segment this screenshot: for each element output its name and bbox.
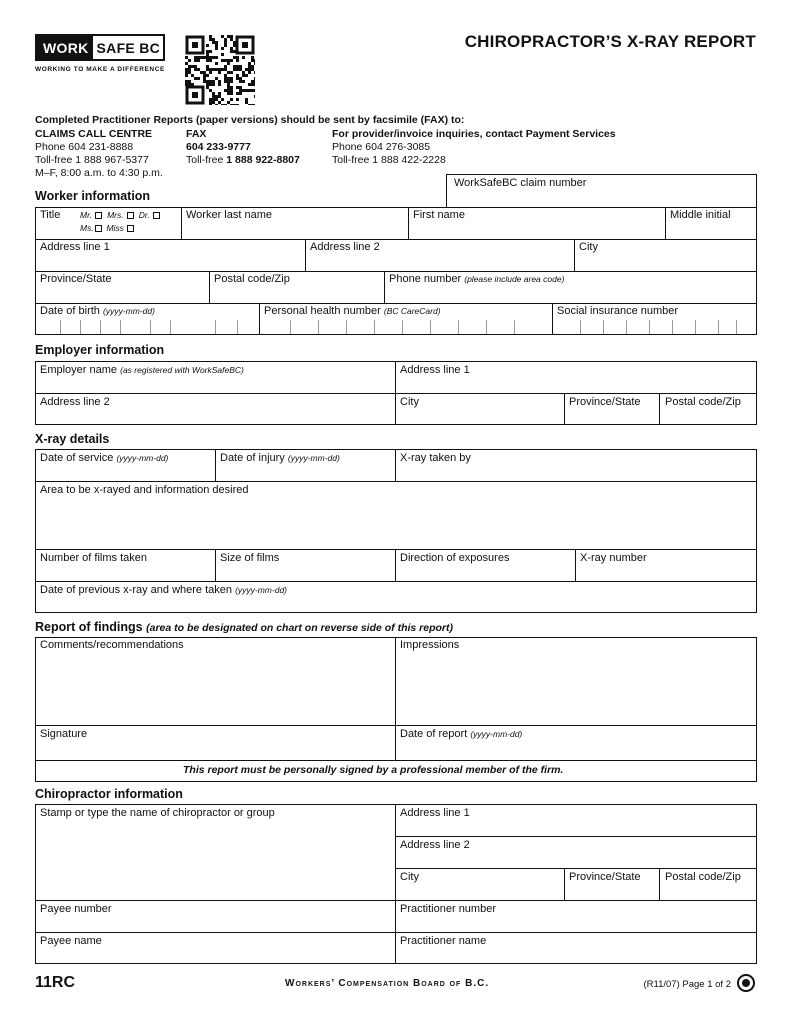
findings-title-text: Report of findings — [35, 620, 143, 634]
worker-phn-label — [264, 305, 441, 317]
title-dr-label: Dr. — [138, 210, 150, 220]
title-options-row1 — [80, 210, 160, 220]
payee-name-label: Payee name — [40, 935, 102, 947]
xray-number-label: X-ray number — [580, 552, 647, 564]
worker-address1-label: Address line 1 — [40, 241, 110, 253]
worker-postal-label: Postal code/Zip — [214, 273, 290, 285]
chiro-city-label: City — [400, 871, 419, 883]
revision-page: (R11/07) Page 1 of 2 — [643, 979, 731, 990]
worker-phn-text: Personal health number — [264, 305, 381, 317]
logo-word-safebc: SAFE BC — [93, 36, 163, 59]
claims-phone: Phone 604 231-8888 — [35, 141, 134, 153]
chiro-info-grid — [35, 804, 757, 964]
title-mr-checkbox[interactable] — [95, 212, 102, 219]
xray-taken-by-label: X-ray taken by — [400, 452, 471, 464]
qr-code-icon — [185, 35, 255, 105]
logo-tagline: WORKING TO MAKE A DIFFERENCE — [35, 66, 165, 73]
title-options-row2 — [80, 223, 134, 233]
date-of-injury-label — [220, 452, 340, 464]
previous-xray-label — [40, 584, 287, 596]
practitioner-name-label: Practitioner name — [400, 935, 487, 947]
title-ms-checkbox[interactable] — [95, 225, 102, 232]
impressions-label: Impressions — [400, 639, 460, 651]
employer-address2-label: Address line 2 — [40, 396, 110, 408]
recycle-seal-icon — [737, 974, 755, 992]
chiro-stamp-label: Stamp or type the name of chiropractor or group — [40, 807, 275, 819]
worker-phone-text: Phone number — [389, 273, 462, 285]
worker-dob-label — [40, 305, 155, 317]
logo-word-work: WORK — [43, 39, 89, 56]
fax-info — [186, 128, 300, 167]
findings-title-sub: (area to be designated on chart on reverse side of this report) — [146, 622, 454, 634]
previous-xray-text: Date of previous x-ray and where taken — [40, 584, 232, 596]
size-of-films-label: Size of films — [220, 552, 280, 564]
worker-city-label: City — [579, 241, 598, 253]
title-mrs-checkbox[interactable] — [127, 212, 134, 219]
worker-section-title: Worker information — [35, 189, 151, 203]
claims-call-centre-info — [35, 128, 163, 180]
worker-phone-hint: (please include area code) — [464, 274, 565, 284]
chiro-province-label: Province/State — [569, 871, 641, 883]
worker-first-name-label: First name — [413, 209, 465, 221]
fax-number: 604 233-9777 — [186, 141, 251, 153]
board-name: Workers’ Compensation Board of B.C. — [285, 978, 490, 989]
worker-middle-initial-label: Middle initial — [670, 209, 731, 221]
employer-province-label: Province/State — [569, 396, 641, 408]
employer-city-label: City — [400, 396, 419, 408]
chiro-address1-label: Address line 1 — [400, 807, 470, 819]
claims-tollfree: Toll-free 1 888 967-5377 — [35, 154, 149, 166]
date-of-service-label — [40, 452, 168, 464]
payment-services-info — [332, 128, 616, 167]
practitioner-number-label: Practitioner number — [400, 903, 496, 915]
provider-title: For provider/invoice inquiries, contact Payment Services — [332, 128, 616, 140]
title-miss-label: Miss — [106, 223, 124, 233]
fax-title: FAX — [186, 128, 207, 140]
date-of-injury-text: Date of injury — [220, 452, 285, 464]
date-of-service-hint: (yyyy-mm-dd) — [116, 453, 169, 463]
signature-label: Signature — [40, 728, 88, 740]
claims-title: CLAIMS CALL CENTRE — [35, 128, 153, 140]
date-of-service-text: Date of service — [40, 452, 114, 464]
date-of-injury-hint: (yyyy-mm-dd) — [287, 453, 340, 463]
title-dr-checkbox[interactable] — [153, 212, 160, 219]
document-title: CHIROPRACTOR’S X-RAY REPORT — [464, 32, 756, 51]
findings-section-title — [35, 620, 453, 634]
worker-phone-label — [389, 273, 564, 285]
number-of-films-label: Number of films taken — [40, 552, 147, 564]
area-to-xray-label: Area to be x-rayed and information desired — [40, 484, 249, 496]
payee-number-label: Payee number — [40, 903, 112, 915]
chiro-postal-label: Postal code/Zip — [665, 871, 741, 883]
employer-name-label — [40, 364, 244, 376]
direction-of-exposures-label: Direction of exposures — [400, 552, 510, 564]
date-of-report-text: Date of report — [400, 728, 468, 740]
xray-section-title: X-ray details — [35, 432, 110, 446]
form-number: 11RC — [35, 974, 76, 991]
title-ms-label: Ms. — [80, 223, 94, 233]
fax-tollfree-prefix: Toll-free — [186, 154, 224, 166]
signature-note: This report must be personally signed by a professional member of the firm. — [183, 764, 564, 776]
chiro-section-title: Chiropractor information — [35, 787, 183, 801]
worker-last-name-label: Worker last name — [186, 209, 272, 221]
worker-sin-label: Social insurance number — [557, 305, 679, 317]
worker-address2-label: Address line 2 — [310, 241, 380, 253]
provider-phone: Phone 604 276-3085 — [332, 141, 431, 153]
worker-dob-hint: (yyyy-mm-dd) — [102, 306, 155, 316]
provider-tollfree: Toll-free 1 888 422-2228 — [332, 154, 446, 166]
title-mrs-label: Mrs. — [107, 210, 124, 220]
employer-name-text: Employer name — [40, 364, 118, 376]
employer-name-hint: (as registered with WorkSafeBC) — [120, 365, 244, 375]
chiro-address2-label: Address line 2 — [400, 839, 470, 851]
worker-dob-text: Date of birth — [40, 305, 100, 317]
claims-hours: M–F, 8:00 a.m. to 4:30 p.m. — [35, 167, 163, 179]
date-of-report-hint: (yyyy-mm-dd) — [470, 729, 523, 739]
fax-tollfree-number: 1 888 922-8807 — [226, 154, 300, 166]
fax-instructions-heading: Completed Practitioner Reports (paper versions) should be sent by facsimile (FAX) to: — [35, 114, 465, 126]
employer-section-title: Employer information — [35, 343, 165, 357]
worksafebc-logo — [35, 34, 165, 73]
claim-number-label: WorkSafeBC claim number — [454, 177, 587, 189]
title-label: Title — [40, 209, 61, 221]
title-miss-checkbox[interactable] — [127, 225, 134, 232]
comments-label: Comments/recommendations — [40, 639, 184, 651]
worker-province-label: Province/State — [40, 273, 112, 285]
date-of-report-label — [400, 728, 522, 740]
worker-phn-hint: (BC CareCard) — [383, 306, 441, 316]
employer-postal-label: Postal code/Zip — [665, 396, 741, 408]
employer-address1-label: Address line 1 — [400, 364, 470, 376]
title-mr-label: Mr. — [80, 210, 92, 220]
previous-xray-hint: (yyyy-mm-dd) — [235, 585, 288, 595]
